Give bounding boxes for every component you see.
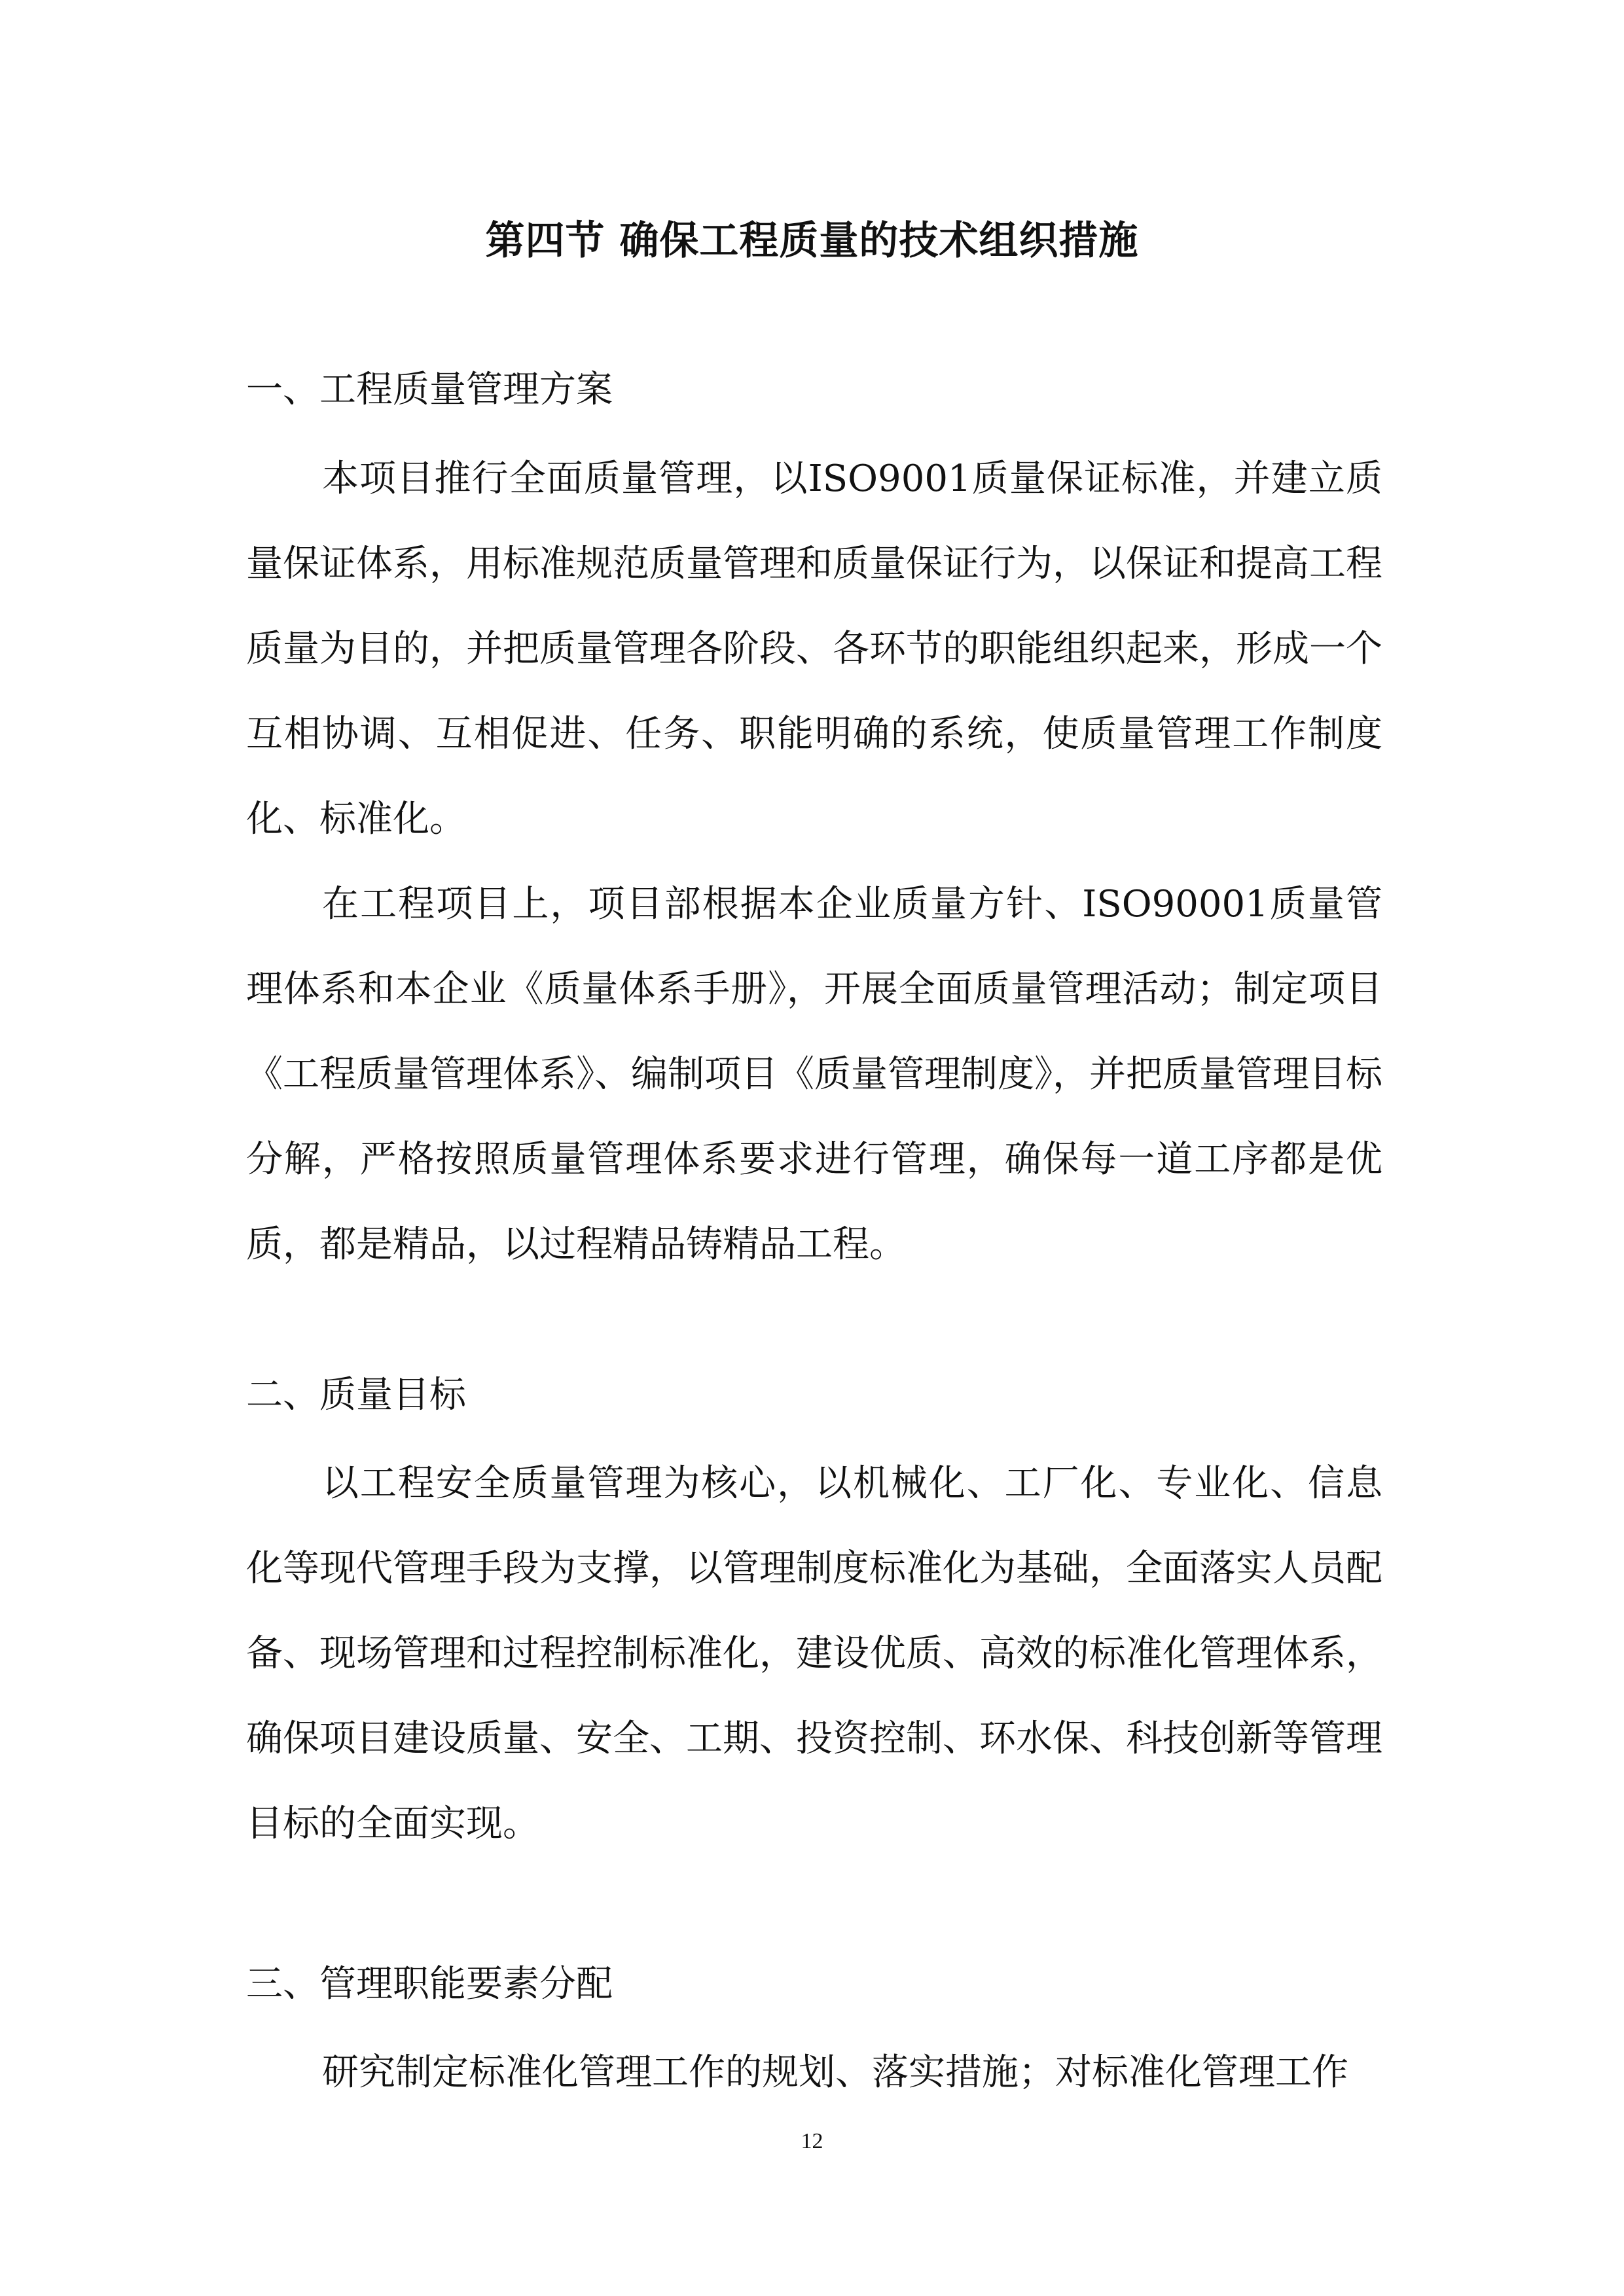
section-title: 第四节 确保工程质量的技术组织措施 (485, 218, 1139, 264)
paragraph-quality-objectives: 以工程安全质量管理为核心，以机械化、工厂化、专业化、信息化等现代管理手段为支撑，以管理制度标准化为基础，全面落实人员配备、现场管理和过程控制标准化，建设优质、高效的标准化管理体系，确保项目建设质量、安全、工期、投资控制、环水保、科技创新等管理目标的全面实现。 (246, 1462, 1382, 1845)
heading-quality-objectives: 二、质量目标 (246, 1374, 466, 1416)
page-number: 12 (801, 2129, 823, 2153)
paragraph-management-functions: 研究制定标准化管理工作的规划、落实措施；对标准化管理工作 (322, 2051, 1348, 2094)
heading-management-function-allocation: 三、管理职能要素分配 (246, 1963, 613, 2005)
heading-quality-management-plan: 一、工程质量管理方案 (246, 368, 613, 411)
paragraph-tqm-intro: 本项目推行全面质量管理，以ISO9001质量保证标准，并建立质量保证体系，用标准规范质量管理和质量保证行为，以保证和提高工程质量为目的，并把质量管理各阶段、各环节的职能组织起来，形成一个互相协调、互相促进、任务、职能明确的系统，使质量管理工作制度化、标准化。 (246, 457, 1382, 840)
paragraph-project-quality-system: 在工程项目上，项目部根据本企业质量方针、ISO90001质量管理体系和本企业《质量体系手册》，开展全面质量管理活动；制定项目《工程质量管理体系》、编制项目《质量管理制度》，并把质量管理目标分解，严格按照质量管理体系要求进行管理，确保每一道工序都是优质，都是精品，以过程精品铸精品工程。 (246, 883, 1382, 1266)
